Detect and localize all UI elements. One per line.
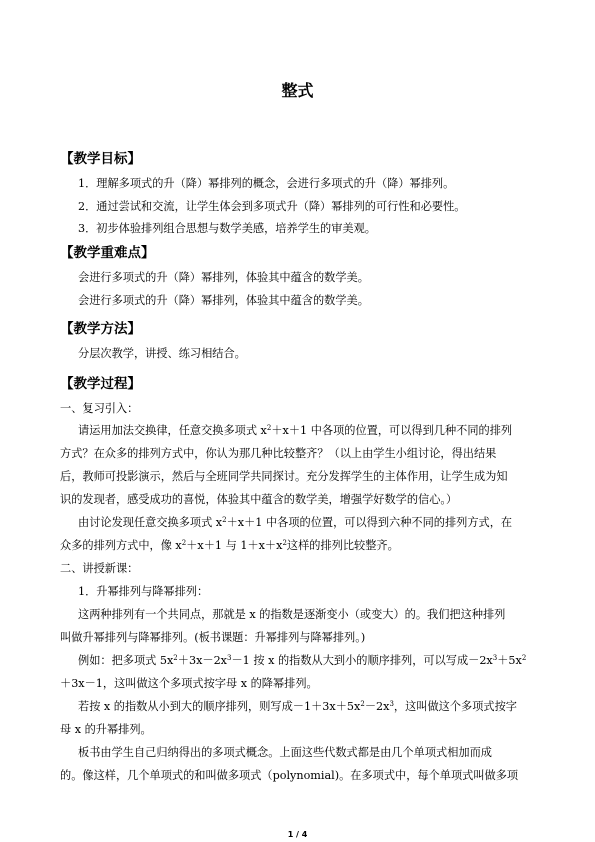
section-heading-methods: 【教学方法】 xyxy=(60,321,141,337)
methods-text: 分层次教学，讲授、练习相结合。 xyxy=(78,347,246,360)
new-lesson-heading: 二、讲授新课： xyxy=(60,562,139,575)
key-point-2: 会进行多项式的升（降）幂排列，体验其中蕴含的数学美。 xyxy=(78,294,369,307)
page-number: 1 / 4 xyxy=(287,830,308,839)
section-heading-goals: 【教学目标】 xyxy=(60,151,141,167)
paragraph-line: 例如：把多项式 $5x^2+3x-2x^3-1$ 按 x 的指数从大到小的顺序排列，可以写成$-2x^3+5x^2$ xyxy=(78,654,527,667)
goal-item-3: 3．初步体验排列组合思想与数学美感，培养学生的审美观。 xyxy=(78,222,376,235)
paragraph-line: 请运用加法交换律，任意交换多项式 $x^2+x+1$ 中各项的位置，可以得到几种不同的排列 xyxy=(78,424,513,437)
paragraph-line: 由讨论发现任意交换多项式 $x^2+x+1$ 中各项的位置，可以得到六种不同的排列方式，在 xyxy=(78,516,513,529)
paragraph-line: 这两种排列有一个共同点，那就是 x 的指数是逐渐变小（或变大）的。我们把这种排列 xyxy=(78,608,506,621)
paragraph-line: 叫做升幂排列与降幂排列。(板书课题：升幂排列与降幂排列。) xyxy=(60,631,366,644)
paragraph-line: 识的发现者，感受成功的喜悦，体验其中蕴含的数学美，增强学好数学的信心。） xyxy=(60,493,458,506)
paragraph-line: 众多的排列方式中，像 $x^2+x+1$ 与 $1+x+x^2$这样的排列比较整齐。 xyxy=(60,539,399,552)
section-heading-key-points: 【教学重难点】 xyxy=(60,245,155,261)
paragraph-line: 后，教师可投影演示，然后与全班同学共同探讨。充分发挥学生的主体作用，让学生成为知 xyxy=(60,470,508,483)
document-title: 整式 xyxy=(281,81,314,100)
paragraph-line: 母 x 的升幂排列。 xyxy=(60,723,152,736)
goal-item-1: 1．理解多项式的升（降）幂排列的概念，会进行多项式的升（降）幂排列。 xyxy=(78,177,455,190)
paragraph-line: 板书由学生自己归纳得出的多项式概念。上面这些代数式都是由几个单项式相加而成 xyxy=(78,746,492,759)
subsection-heading: 1．升幂排列与降幂排列： xyxy=(78,585,209,598)
section-heading-process: 【教学过程】 xyxy=(60,376,141,392)
paragraph-line: 的。像这样，几个单项式的和叫做多项式（polynomial)。在多项式中，每个单项式叫做多项 xyxy=(60,769,519,782)
paragraph-line: 方式？在众多的排列方式中，你认为那几种比较整齐？（以上由学生小组讨论，得出结果 xyxy=(60,447,497,460)
review-heading: 一、复习引入： xyxy=(60,402,139,415)
key-point-1: 会进行多项式的升（降）幂排列，体验其中蕴含的数学美。 xyxy=(78,271,369,284)
paragraph-line: 若按 x 的指数从小到大的顺序排列，则写成$-1+3x+5x^2-2x^3$，这叫做这个多项式按字 xyxy=(78,700,517,713)
goal-item-2: 2．通过尝试和交流，让学生体会到多项式升（降）幂排列的可行性和必要性。 xyxy=(78,200,466,213)
paragraph-line: ＋3x－1，这叫做这个多项式按字母 x 的降幂排列。 xyxy=(60,677,318,690)
